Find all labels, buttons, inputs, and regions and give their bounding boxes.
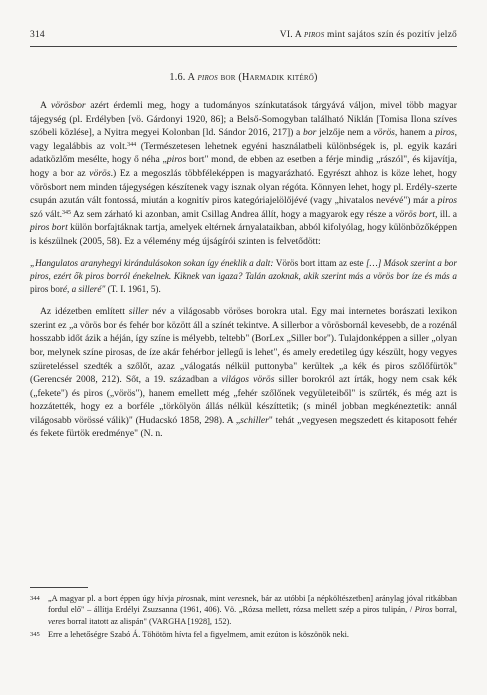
running-header [30,30,457,44]
header-divider [30,46,457,47]
footnote-divider [30,587,88,588]
paragraph: A vörösbor azért érdemli meg, hogy a tudományos színkutatások tárgyává váljon, mivel több magyar tájegység (pl. Erdélyben [vö. Gárdonyi 1920, 86]; a Belső-Somogyban található Niklán [Tomisa Ilona szíves szóbeli közlése], a Nyitra megyei Kolonban [ld. Sándor 2016, 217]) a bor jelzője nem a vörös, hanem a piros, vagy legalábbis az volt.$^{344}$ (Természetesen lehetnek egyéni használatbeli különbségek is, pl. egyik kazári adatközlőm mesélte, hogy ő néha „piros bort" mond, de ebben az esetben a férje mindig „rászól", és kijavítja, hogy a bor az vörös.) Ez a megoszlás többféleképpen is magyarázható. Egyrészt ahhoz is köze lehet, hogy vörösbort nem minden tájegységen készítenek vagy isznak olyan régóta. Könnyen lehet, hogy pl. Erdély-szerte csupán azután vált fontossá, miután a kognitív piros kategóriajelölőjévé (vagy „hivatalos nevévé") már a piros szó vált.$^{345}$ Az sem zárható ki azonban, amit Csillag Andrea állít, hogy a magyarok egy része a vörös bort, ill. a piros bort külön borfajtáknak tartja, amelyek eltérnek árnyalataikban, abból kifolyólag, hogy különbözőképpen is készülnek (2005, 58). Ez a vélemény még újságírói szinten is felvetődött: [30,100,458,247]
footnotes [30,593,457,643]
running-title: VI. A piros mint sajátos szín és pozitív jelző [279,30,457,40]
footnote: 344 „A magyar pl. a bort éppen úgy hívja pirosnak, mint veresnek, bár az utóbbi [a népköltészetben] aránylag jóval ritkábban fordul elő" – állítja Erdélyi Zsuzsanna (1961, 406). Vö. „Rózsa mellett, rózsa mellett szép a piros tulipán, / Piros borral, veres borral itatott az alispán" (VARGHA [1928], 152). [30,594,458,626]
section-heading: 1.6. A piros bor (Harmadik kitérő) [169,72,318,83]
page-number: 314 [30,30,45,40]
paragraph: Az idézetben említett siller név a világosabb vöröses borokra utal. Egy mai internetes borászati lexikon szerint ez „a vörös bor és fehér bor között áll a színét tekintve. A sillerbor a vörösbornál kevesebb, de a rozénál hosszabb időt ázik a héján, így színe is mélyebb, teltebb" (BorLex „Siller bor"). Tulajdonképpen a siller „olyan bor, melynek színe pirosas, de íze akár fehérbor jellegű is lehet", és amely eredetileg úgy készült, hogy vegyes szüreteléssel szedték a szőlőt, azaz „válogatás nélkül puttonyba" kerültek „a kék és piros szőlőfürtök" (Gerencsér 2008, 212). Sőt, a 19. században a világos vörös siller borokról azt írták, hogy nem csak kék („fekete") és piros („vörös"), hanem emellett még „fehér szőlőnek vegyületeiből" is szűrték, és még azt is hozzátették, hogy ez a borféle „törkölyön állás nélkül készíttetik; (s minél jobban megkéneztetik: annál világosabb vörössé válik)" (Hudacskó 1858, 298). A „schiller" tehát „vegyesen megszedett és kitaposott fehér és fekete fürtök eredménye" (N. n. [30,306,458,440]
footnote-ref[interactable]: 344 [127,141,137,148]
block-quote: „Hangulatos aranyhegyi kirándulásokon sokan így éneklik a dalt: Vörös bort ittam az este […] Mások szerint a bor piros, ezért ők piros borról énekelnek. Kiknek van igaza? Talán azoknak, akik szerint más a vörös bor íze és más a piros boré, a silleré" (T. I. 1961, 5). [30,257,457,294]
footnote: 345 Erre a lehetőségre Szabó Á. Töhötöm hívta fel a figyelmem, amit ezúton is köszönök neki. [30,630,349,640]
footnote-number: 344 [30,595,40,602]
footnote-number: 345 [30,631,40,639]
body-text [30,99,457,441]
footnote-ref[interactable]: 345 [62,209,72,216]
